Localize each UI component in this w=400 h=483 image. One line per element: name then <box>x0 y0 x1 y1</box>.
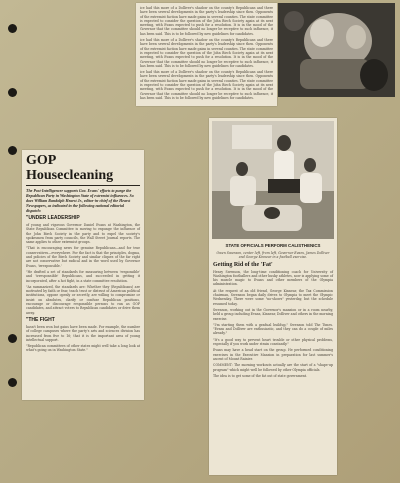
binder-hole <box>8 334 17 343</box>
photo-caption-block <box>213 241 333 380</box>
top-clipping-body-continued: ice had this more of a Dolliver's shadow on the county's Republicans and there have been several developments in the party's leadership since then. Opponents of the extremist faction have made gains in several counties. The state committee is expected to consider the question of the John Birch Society again at its next meeting, with Evans expected to push for a resolution. It is in the mood of the Governor that the committee should no longer be receptive to such influence, it has been said. This is to be followed by new guidelines for candidates. <box>140 38 273 68</box>
gop-headline: GOP Housecleaning <box>26 153 114 183</box>
gop-paragraph-5: hasn't been won but gains have been made. For example, the number of college campuses where the party's arts and sciences division has increased from five to 16; that it is the important area of young intellectual support. <box>26 324 140 342</box>
photo-caption-title: STATE OFFICIALS PERFORM CALISTHENICS <box>225 243 321 248</box>
fat-article-heading: Getting Rid of the 'Fat' <box>213 261 273 268</box>
gop-paragraph-1: of young and vigorous Governor Daniel Evans at Washington, the State Republican Committee is moving to expunge the influence of the John Birch Society in the party and to expel the society's spokesmen from party councils, the Wall Street Journal reports. The same applies to other extremist groups. <box>26 223 140 245</box>
calisthenics-clipping <box>209 118 337 475</box>
gop-intro: The Post-Intelligencer supports Gov. Evans' efforts to purge the Republican Party in Washington State of extremist influences. So does William Randolph Hearst Jr., editor-in-chief of the Hearst Newspapers, as indicated in the following national editorial dispatch: <box>26 188 134 213</box>
gop-paragraph-4: "As summarized, the standards are: Whether they (Republicans) are motivated by faith or fear, teach trust or distrust of American political institutions, oppose openly or secretly, are willing to compromise or insist on absolutes, clarify or confuse Republican positions, encourage or discourage responsible persons to run as GOP candidates, and attract voters to Republican candidates or drive them away. <box>26 284 140 315</box>
fat-paragraph-1: Henry Swenson, the long-time conditioning coach for University of Washington footballers and other husky athletes, now is applying some of his muscle magic to Evans and other members of the Olympia administration. <box>213 269 333 287</box>
gop-paragraph-2: "That is encouraging news for genuine Republicans—and for true conservatives—everywhere. For the fact is that the principles, dogma, and policies of the Birch Society and similar cliques of the far right are not conservative but radical and in the word used by Governor Evans, 'irresponsible.' <box>26 246 140 268</box>
top-photo <box>278 3 395 97</box>
photo-caption-text: Owen Swenson, center left, from left, Governor Evans, James Dolliver and George Kinnear in a football exercise. <box>216 251 330 260</box>
binder-hole <box>8 24 17 33</box>
headline-rule <box>26 185 140 186</box>
gop-subhead-2: "THE FIGHT <box>26 316 55 323</box>
fat-paragraph-2: At the request of an old friend, George Kinnear, the Tax Commission chairman, Swenson began daily drives to Olympia to meet the Olympic Wednesday. There were some "no-shows" yesterday, but the schedule resumed today. <box>213 288 333 306</box>
binder-hole <box>8 88 17 97</box>
binder-hole <box>8 146 17 155</box>
fat-paragraph-7: COMMENT: The morning workouts actually are the start of a "shape-up program" which might well be followed by other Olympia officials. <box>213 363 333 372</box>
gop-paragraph-3: "He drafted a set of standards for measuring between 'responsible' and 'irresponsible' Republicans, and succeeded in getting it incorporated, after a hot fight, in a state committee resolution. <box>26 269 140 283</box>
fat-paragraph-3: Swenson, working out in the Governor's mansion or in a room nearby, held a group including Evans, Kinnear, Dolliver and others in the morning exercise. <box>213 307 333 321</box>
binder-hole <box>8 378 17 387</box>
top-clipping-text <box>136 3 277 106</box>
top-clipping-body: ice had this more of a Dolliver's shadow on the county's Republicans and there have been several developments in the party's leadership since then. Opponents of the extremist faction have made gains in several counties. The state committee is expected to consider the question of the John Birch Society again at its next meeting, with Evans expected to push for a resolution. It is in the mood of the Governor that the committee should no longer be receptive to such influence, it has been said. This is to be followed by new guidelines for candidates. <box>140 6 273 36</box>
fat-paragraph-8: The idea is to get some of the fat out of state government. <box>213 373 308 378</box>
fat-paragraph-4: "I'm starting them with a gradual buildup," Swenson told The Times. "Evans and Dolliver are enthusiastic, and they can do a couple of miles already." <box>213 322 333 336</box>
calisthenics-photo <box>212 121 334 239</box>
calisthenics-photo-image <box>212 121 334 239</box>
gop-clipping <box>22 150 144 400</box>
top-photo-image <box>278 3 395 97</box>
top-clipping-body-continued-2: ice had this more of a Dolliver's shadow on the county's Republicans and there have been several developments in the party's leadership since then. Opponents of the extremist faction have made gains in several counties. The state committee is expected to consider the question of the John Birch Society again at its next meeting, with Evans expected to push for a resolution. It is in the mood of the Governor that the committee should no longer be receptive to such influence, it has been said. This is to be followed by new guidelines for candidates. <box>140 70 273 100</box>
gop-paragraph-6: "Republican committees of other states might well take a long look at what's going on in Washington State." <box>26 344 140 353</box>
gop-subhead-1: "UNDER LEADERSHIP <box>26 215 80 221</box>
fat-paragraph-6: Evans may have a head start on the group. He performed conditioning exercises in the Executive Mansion in preparation for last summer's ascent of Mount Rainier. <box>213 348 333 361</box>
fat-paragraph-5: "It's a good way to prevent heart trouble or other physical problems, especially if you work under strain constantly." <box>213 337 333 347</box>
